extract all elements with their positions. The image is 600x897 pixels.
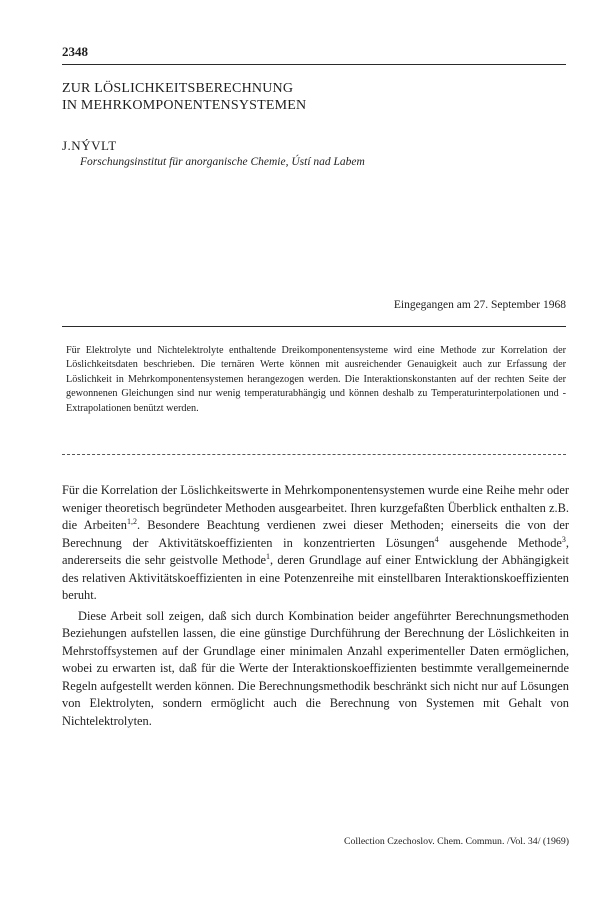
page-number: 2348 [62, 44, 88, 59]
citation-ref: 3 [561, 534, 566, 544]
abstract: Für Elektrolyte und Nichtelektrolyte enthaltende Dreikomponentensysteme wird eine Methode zur Korrelation der Löslichkeitsdaten beschrieben. Die ternären Werte können mit ausreichender Genauigkeit auch zur Erfassung der Löslichkeit in Mehrkomponentensystemen herangezogen werden. Die Interaktionskonstanten auf der rechten Seite der gewonnenen Gleichungen sind nur wenig temperaturabhängig und können deshalb zu Temperaturinterpolationen und -Extrapolationen benützt werden. [66, 345, 566, 414]
author-affiliation: Forschungsinstitut für anorganische Chemie, Ústí nad Labem [80, 156, 365, 168]
abstract-bottom-rule [62, 454, 566, 455]
title-line-2: IN MEHRKOMPONENTENSYSTEMEN [62, 98, 307, 113]
paragraph-1 [62, 482, 569, 605]
header-rule [62, 64, 566, 65]
paragraph-1-text-e: , deren Grundlage auf einer Entwicklung der Abhängigkeit des relativen Aktivitätskoeffizienten in eine Potenzenreihe mit einstellbaren Interaktionskoeffizienten beruht. [62, 553, 569, 602]
paragraph-2: Diese Arbeit soll zeigen, daß sich durch Kombination beider angeführter Berechnungsmethoden Beziehungen aufstellen lassen, die eine günstige Durchführung der Berechnung der Löslichkeiten in Mehrstoffsystemen auf der Grundlage einer minimalen Anzahl experimenteller Daten ermöglichen, wobei zu erwarten ist, daß für die Werte der Interaktionskoeffizienten bestimmte verallgemeinernde Regeln aufgestellt werden können. Die Berechnungsmethodik beschränkt sich nicht nur auf Lösungen von Elektrolyten, sondern ermöglicht auch die Berechnung von Systemen mit Gehalt von Nichtelektrolyten. [62, 608, 569, 728]
journal-reference: Collection Czechoslov. Chem. Commun. /Vol. 34/ (1969) [343, 836, 569, 847]
citation-ref: 4 [434, 534, 439, 544]
body-text [62, 482, 569, 730]
paragraph-1-text-d: , andererseits die sehr geistvolle Methode [62, 535, 569, 567]
author-name: J.NÝVLT [62, 138, 117, 153]
citation-ref: 1,2 [126, 516, 137, 526]
paragraph-1-text-b: . Besondere Beachtung verdienen zwei dieser Methoden; einerseits die von der Berechnung der Aktivitätskoeffizienten in konzentrierten Lösungen [62, 518, 569, 550]
paragraph-1-text-c: ausgehende Methode [438, 535, 562, 550]
paragraph-1-text-a: Für die Korrelation der Löslichkeitswerte in Mehrkomponentensystemen wurde eine Reihe mehr oder weniger theoretisch begründeter Methoden ausgearbeitet. Ihren kurzgefaßten Überblick enthalten z.B. die Arbeiten [62, 483, 569, 532]
article-title [62, 80, 542, 114]
abstract-top-rule [62, 326, 566, 327]
received-date: Eingegangen am 27. September 1968 [393, 299, 566, 311]
title-line-1: ZUR LÖSLICHKEITSBERECHNUNG [62, 81, 294, 96]
citation-ref: 1 [266, 551, 271, 561]
